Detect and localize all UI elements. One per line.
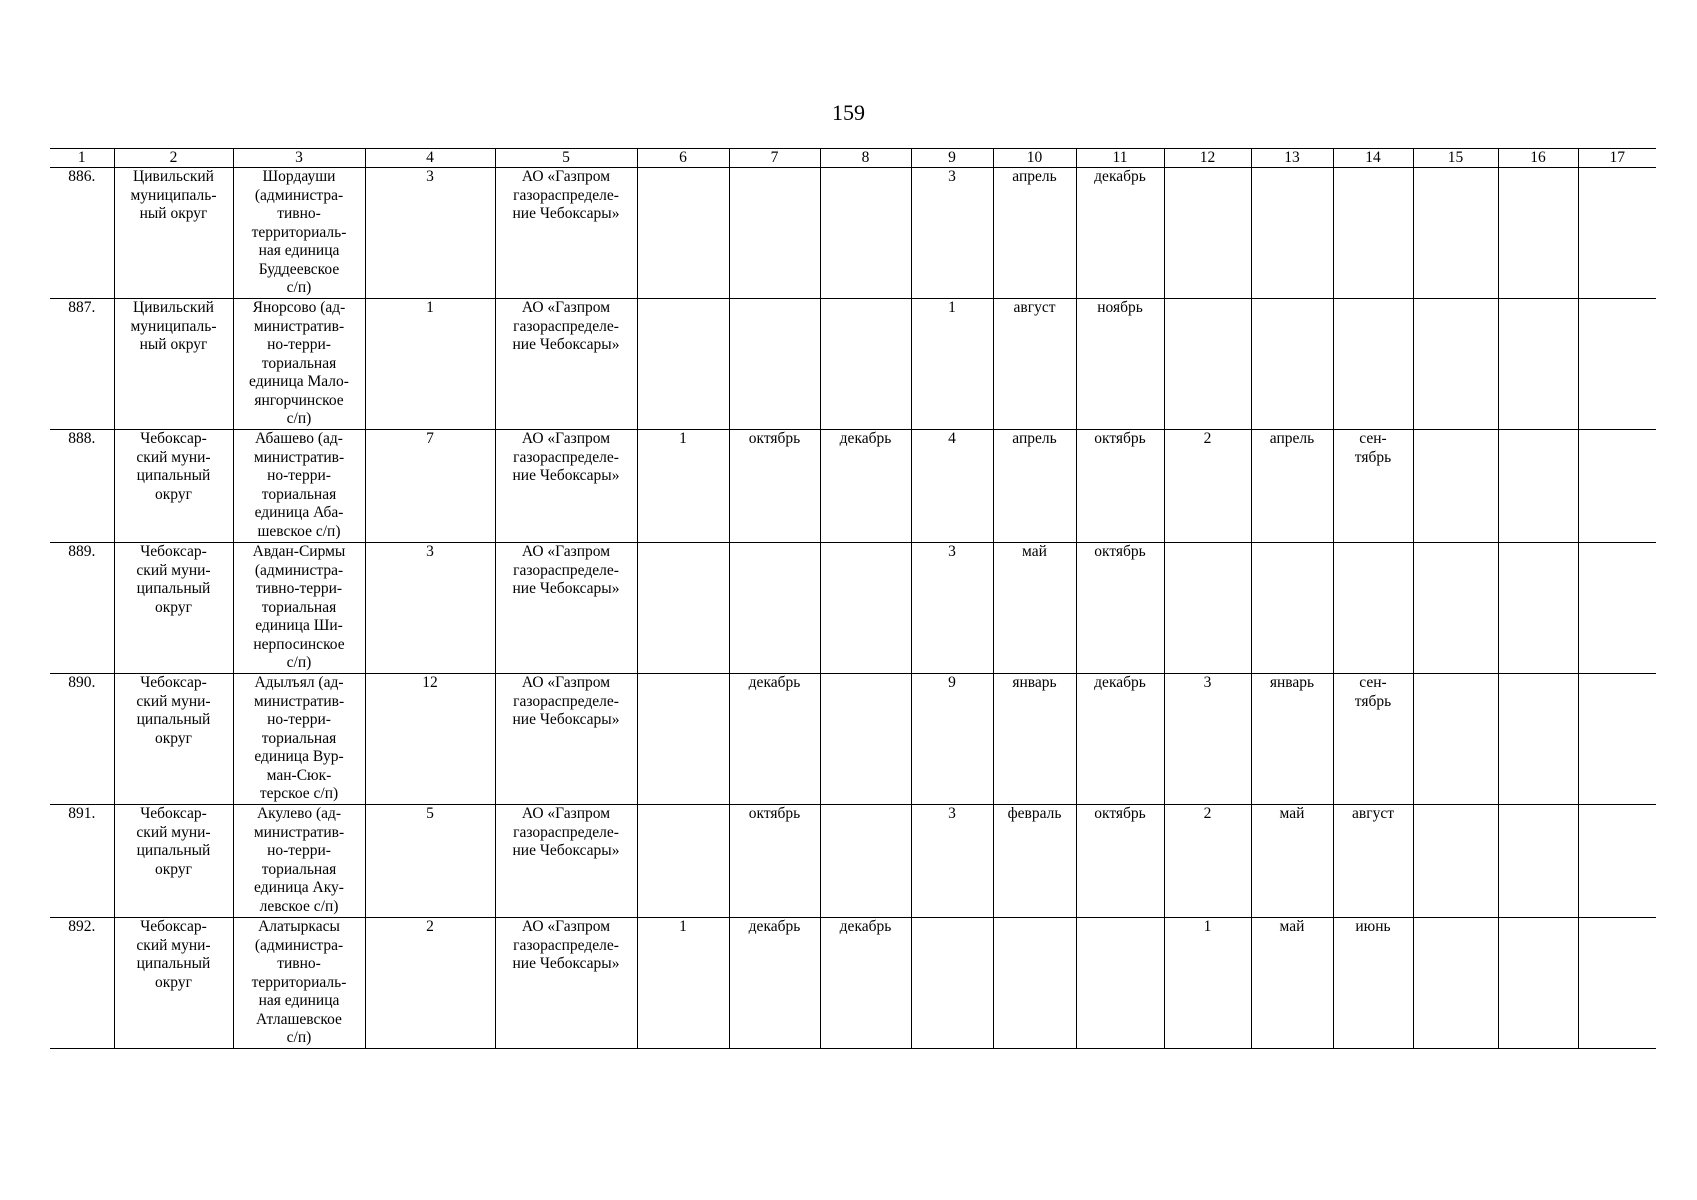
table-cell: 4 — [911, 430, 993, 543]
count-cell: 5 — [365, 805, 495, 918]
column-header: 4 — [365, 149, 495, 168]
table-cell — [820, 299, 911, 430]
table-cell — [637, 299, 729, 430]
table-cell — [1413, 805, 1498, 918]
locality-cell: Абашево (ад- министратив- но-терри- ториальная единица Аба- шевское с/п) — [233, 430, 365, 543]
table-cell — [1413, 299, 1498, 430]
table-cell: 3 — [1164, 674, 1251, 805]
table-cell — [637, 543, 729, 674]
table-cell: октябрь — [1076, 543, 1164, 674]
table-cell: август — [993, 299, 1076, 430]
count-cell: 7 — [365, 430, 495, 543]
table-cell: февраль — [993, 805, 1076, 918]
table-cell: декабрь — [1076, 168, 1164, 299]
table-cell: январь — [993, 674, 1076, 805]
table-cell: 1 — [911, 299, 993, 430]
table-cell: октябрь — [1076, 430, 1164, 543]
table-cell: 1 — [637, 430, 729, 543]
table-cell — [1333, 168, 1413, 299]
organization-cell: АО «Газпром газораспределе- ние Чебоксары» — [495, 430, 637, 543]
table-cell — [1164, 168, 1251, 299]
table-cell — [1413, 168, 1498, 299]
table-cell — [820, 805, 911, 918]
table-cell: 3 — [911, 543, 993, 674]
district-cell: Чебоксар- ский муни- ципальный округ — [114, 543, 233, 674]
table-cell — [1076, 918, 1164, 1049]
column-header: 12 — [1164, 149, 1251, 168]
table-cell — [637, 805, 729, 918]
table-cell — [1251, 168, 1333, 299]
column-header: 11 — [1076, 149, 1164, 168]
column-header: 8 — [820, 149, 911, 168]
table-cell: сен- тябрь — [1333, 674, 1413, 805]
table-row — [50, 918, 1656, 1049]
locality-cell: Авдан-Сирмы (администра- тивно-терри- ториальная единица Ши- нерпосинское с/п) — [233, 543, 365, 674]
count-cell: 3 — [365, 543, 495, 674]
district-cell: Чебоксар- ский муни- ципальный округ — [114, 805, 233, 918]
table-cell: декабрь — [729, 918, 820, 1049]
table-cell — [1578, 430, 1656, 543]
column-header: 13 — [1251, 149, 1333, 168]
table-cell: 2 — [1164, 430, 1251, 543]
organization-cell: АО «Газпром газораспределе- ние Чебоксары» — [495, 168, 637, 299]
table-cell — [1578, 805, 1656, 918]
table-cell: июнь — [1333, 918, 1413, 1049]
page-number: 159 — [832, 100, 865, 125]
table-cell — [1578, 543, 1656, 674]
table-cell — [1498, 805, 1578, 918]
organization-cell: АО «Газпром газораспределе- ние Чебоксары» — [495, 543, 637, 674]
row-number: 892. — [50, 918, 114, 1049]
table-cell — [911, 918, 993, 1049]
column-header: 9 — [911, 149, 993, 168]
register-table — [50, 148, 1656, 1049]
column-header: 5 — [495, 149, 637, 168]
table-cell: октябрь — [729, 430, 820, 543]
locality-cell: Шордауши (администра- тивно- территориаль- ная единица Буддеевское с/п) — [233, 168, 365, 299]
table-cell — [637, 168, 729, 299]
row-number: 887. — [50, 299, 114, 430]
table-cell: январь — [1251, 674, 1333, 805]
locality-cell: Янорсово (ад- министратив- но-терри- ториальная единица Мало- янгорчинское с/п) — [233, 299, 365, 430]
table-cell: декабрь — [820, 430, 911, 543]
table-cell — [1498, 674, 1578, 805]
table-cell: май — [1251, 805, 1333, 918]
column-header: 2 — [114, 149, 233, 168]
table-cell — [1578, 674, 1656, 805]
row-number: 891. — [50, 805, 114, 918]
table-cell — [1413, 543, 1498, 674]
table-cell: апрель — [993, 168, 1076, 299]
header-row — [50, 149, 1656, 168]
organization-cell: АО «Газпром газораспределе- ние Чебоксары» — [495, 299, 637, 430]
district-cell: Цивильский муниципаль- ный округ — [114, 299, 233, 430]
table-row — [50, 299, 1656, 430]
table-cell — [637, 674, 729, 805]
table-cell: 3 — [911, 168, 993, 299]
district-cell: Чебоксар- ский муни- ципальный округ — [114, 918, 233, 1049]
table-cell: 9 — [911, 674, 993, 805]
table-row — [50, 805, 1656, 918]
table-row — [50, 168, 1656, 299]
column-header: 17 — [1578, 149, 1656, 168]
organization-cell: АО «Газпром газораспределе- ние Чебоксары» — [495, 674, 637, 805]
table-cell — [1413, 918, 1498, 1049]
table-cell: октябрь — [729, 805, 820, 918]
row-number: 886. — [50, 168, 114, 299]
locality-cell: Алатыркасы (администра- тивно- территориаль- ная единица Атлашевское с/п) — [233, 918, 365, 1049]
table-cell — [1498, 918, 1578, 1049]
table-cell — [1251, 299, 1333, 430]
table-row — [50, 674, 1656, 805]
district-cell: Чебоксар- ский муни- ципальный округ — [114, 674, 233, 805]
table-cell — [1164, 299, 1251, 430]
table-cell: ноябрь — [1076, 299, 1164, 430]
organization-cell: АО «Газпром газораспределе- ние Чебоксары» — [495, 918, 637, 1049]
table-cell — [1164, 543, 1251, 674]
table-cell — [1251, 543, 1333, 674]
table-cell — [1578, 299, 1656, 430]
locality-cell: Акулево (ад- министратив- но-терри- ториальная единица Аку- левское с/п) — [233, 805, 365, 918]
district-cell: Цивильский муниципаль- ный округ — [114, 168, 233, 299]
table-cell: апрель — [993, 430, 1076, 543]
table-cell — [1498, 168, 1578, 299]
row-number: 890. — [50, 674, 114, 805]
column-header: 14 — [1333, 149, 1413, 168]
table-cell — [1413, 430, 1498, 543]
table-cell — [729, 168, 820, 299]
column-header: 15 — [1413, 149, 1498, 168]
column-header: 16 — [1498, 149, 1578, 168]
table-cell: 3 — [911, 805, 993, 918]
table-cell — [1333, 299, 1413, 430]
table-cell: апрель — [1251, 430, 1333, 543]
count-cell: 12 — [365, 674, 495, 805]
table-row — [50, 430, 1656, 543]
table-cell — [1413, 674, 1498, 805]
table-cell — [729, 543, 820, 674]
district-cell: Чебоксар- ский муни- ципальный округ — [114, 430, 233, 543]
table-cell: август — [1333, 805, 1413, 918]
table-cell: декабрь — [729, 674, 820, 805]
table-cell: декабрь — [820, 918, 911, 1049]
locality-cell: Адылъял (ад- министратив- но-терри- ториальная единица Вур- ман-Сюк- терское с/п) — [233, 674, 365, 805]
table-cell — [1333, 543, 1413, 674]
table-cell: 1 — [637, 918, 729, 1049]
table-cell — [820, 674, 911, 805]
count-cell: 3 — [365, 168, 495, 299]
table-cell — [1578, 168, 1656, 299]
table-cell — [1578, 918, 1656, 1049]
table-cell: октябрь — [1076, 805, 1164, 918]
count-cell: 1 — [365, 299, 495, 430]
table-row — [50, 543, 1656, 674]
count-cell: 2 — [365, 918, 495, 1049]
table-cell: май — [993, 543, 1076, 674]
table-cell — [993, 918, 1076, 1049]
table-cell: декабрь — [1076, 674, 1164, 805]
table-cell — [820, 168, 911, 299]
table-cell: 1 — [1164, 918, 1251, 1049]
table-cell — [1498, 299, 1578, 430]
table-cell: 2 — [1164, 805, 1251, 918]
table-cell: май — [1251, 918, 1333, 1049]
column-header: 3 — [233, 149, 365, 168]
table-cell: сен- тябрь — [1333, 430, 1413, 543]
organization-cell: АО «Газпром газораспределе- ние Чебоксары» — [495, 805, 637, 918]
row-number: 888. — [50, 430, 114, 543]
table-cell — [1498, 543, 1578, 674]
table-cell — [820, 543, 911, 674]
column-header: 6 — [637, 149, 729, 168]
column-header: 1 — [50, 149, 114, 168]
column-header: 10 — [993, 149, 1076, 168]
row-number: 889. — [50, 543, 114, 674]
table-cell — [1498, 430, 1578, 543]
column-header: 7 — [729, 149, 820, 168]
table-cell — [729, 299, 820, 430]
